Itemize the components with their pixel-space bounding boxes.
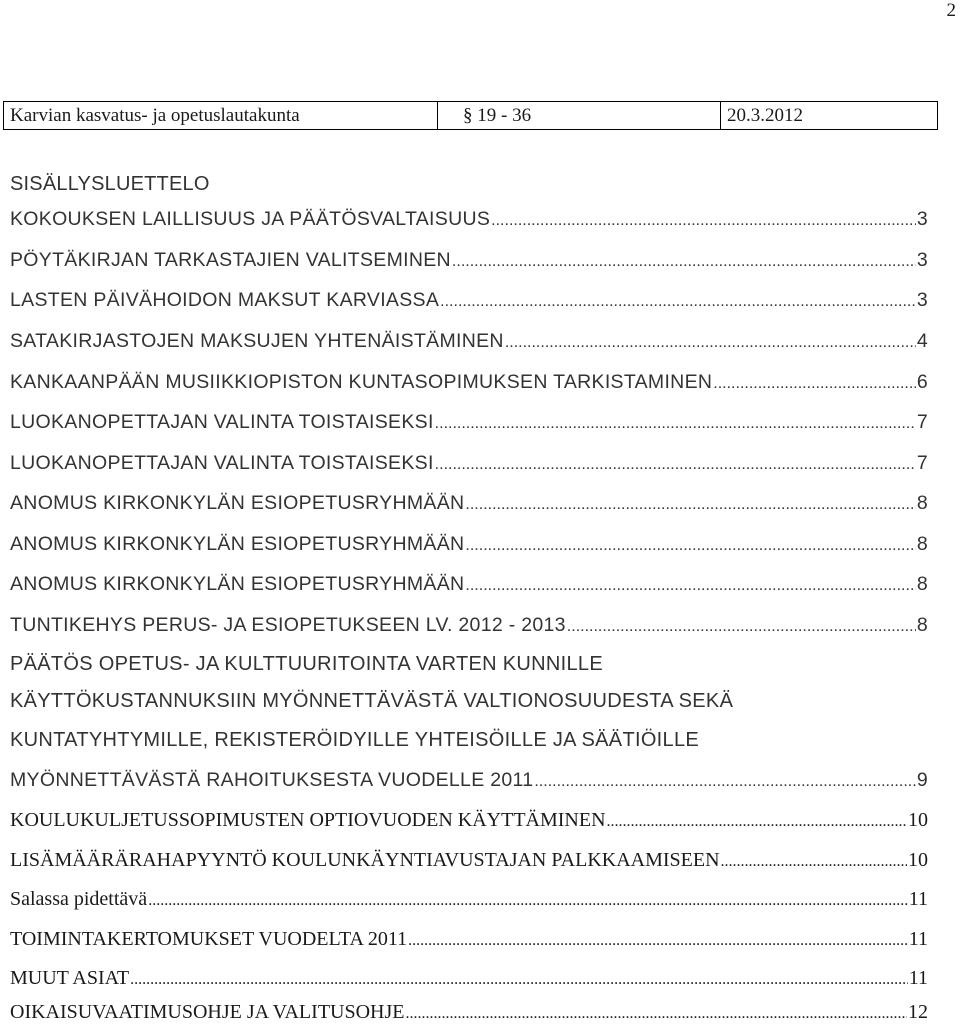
toc-leader-dots — [465, 493, 915, 517]
toc-heading: SISÄLLYSLUETTELO — [10, 173, 210, 195]
toc-entry-title: PÖYTÄKIRJAN TARKASTAJIEN VALITSEMINEN — [10, 249, 451, 271]
toc-entry-page: 7 — [916, 411, 928, 433]
toc-entry-page: 10 — [908, 809, 928, 831]
toc-entry[interactable] — [10, 572, 928, 598]
toc-leader-dots — [435, 412, 916, 436]
toc-leader-dots — [505, 331, 916, 355]
toc-entry-page: 11 — [908, 967, 928, 989]
toc-entry-title: TUNTIKEHYS PERUS- JA ESIOPETUKSEEN LV. 2012 - 2013 — [10, 614, 566, 636]
toc-entry-title: ANOMUS KIRKONKYLÄN ESIOPETUSRYHMÄÄN — [10, 573, 465, 595]
toc-entry[interactable] — [10, 1000, 928, 1026]
toc-entry[interactable] — [10, 768, 928, 794]
toc-entry[interactable] — [10, 451, 928, 477]
page-number: 2 — [946, 0, 956, 21]
toc-entry-page: 8 — [916, 614, 928, 636]
toc-entry-title: KOKOUKSEN LAILLISUUS JA PÄÄTÖSVALTAISUUS — [10, 208, 491, 230]
toc-entry[interactable] — [10, 248, 928, 274]
toc-leader-dots — [405, 1002, 907, 1026]
toc-leader-dots — [148, 889, 908, 913]
toc-leader-dots — [534, 770, 915, 794]
toc-entry-title: TOIMINTAKERTOMUKSET VUODELTA 2011 — [10, 928, 408, 950]
toc-entry[interactable] — [10, 848, 928, 874]
toc-leader-dots — [607, 810, 907, 834]
toc-leader-dots — [435, 453, 916, 477]
document-header-table — [3, 101, 938, 130]
toc-leader-dots — [491, 209, 916, 233]
toc-leader-dots — [465, 534, 915, 558]
toc-entry-page: 3 — [916, 249, 928, 271]
toc-entry[interactable] — [10, 329, 928, 355]
toc-entry-page: 8 — [916, 533, 928, 555]
toc-entry-title: LUOKANOPETTAJAN VALINTA TOISTAISEKSI — [10, 452, 434, 474]
toc-entry-page: 4 — [916, 330, 928, 352]
toc-entry-page: 10 — [908, 849, 928, 871]
toc-entry-title: MYÖNNETTÄVÄSTÄ RAHOITUKSESTA VUODELLE 2011 — [10, 769, 534, 791]
toc-multiline-entry-line: KUNTATYHTYMILLE, REKISTERÖIDYILLE YHTEISÖILLE JA SÄÄTIÖILLE — [10, 729, 700, 751]
toc-entry-title: SATAKIRJASTOJEN MAKSUJEN YHTENÄISTÄMINEN — [10, 330, 504, 352]
toc-entry-page: 8 — [916, 492, 928, 514]
toc-multiline-entry-line: KÄYTTÖKUSTANNUKSIIN MYÖNNETTÄVÄSTÄ VALTIONOSUUDESTA SEKÄ — [10, 690, 734, 712]
toc-leader-dots — [130, 968, 908, 992]
toc-entry-title: LISÄMÄÄRÄRAHAPYYNTÖ KOULUNKÄYNTIAVUSTAJAN PALKKAAMISEEN — [10, 849, 720, 871]
toc-entry-title: LASTEN PÄIVÄHOIDON MAKSUT KARVIASSA — [10, 289, 440, 311]
toc-entry[interactable] — [10, 927, 928, 953]
committee-name: Karvian kasvatus- ja opetuslautakunta — [4, 102, 438, 130]
toc-entry-page: 7 — [916, 452, 928, 474]
toc-entry-page: 11 — [908, 888, 928, 910]
toc-entry-page: 8 — [916, 573, 928, 595]
toc-leader-dots — [465, 574, 915, 598]
toc-entry-title: Salassa pidettävä — [10, 888, 148, 910]
toc-entry-page: 9 — [916, 769, 928, 791]
toc-leader-dots — [440, 290, 916, 314]
meeting-date: 20.3.2012 — [721, 102, 938, 130]
toc-entry[interactable] — [10, 410, 928, 436]
toc-entry-title: LUOKANOPETTAJAN VALINTA TOISTAISEKSI — [10, 411, 434, 433]
toc-entry[interactable] — [10, 532, 928, 558]
toc-entry-title: KOULUKULJETUSSOPIMUSTEN OPTIOVUODEN KÄYTTÄMINEN — [10, 809, 606, 831]
toc-leader-dots — [567, 615, 916, 639]
toc-multiline-entry-line: PÄÄTÖS OPETUS- JA KULTTUURITOINTA VARTEN KUNNILLE — [10, 653, 603, 675]
toc-entry-title: ANOMUS KIRKONKYLÄN ESIOPETUSRYHMÄÄN — [10, 492, 465, 514]
toc-entry-page: 3 — [916, 208, 928, 230]
toc-entry-title: KANKAANPÄÄN MUSIIKKIOPISTON KUNTASOPIMUKSEN TARKISTAMINEN — [10, 371, 713, 393]
section-reference: § 19 - 36 — [438, 102, 721, 130]
toc-entry-page: 3 — [916, 289, 928, 311]
toc-entry[interactable] — [10, 288, 928, 314]
toc-entry[interactable] — [10, 491, 928, 517]
toc-entry-page: 11 — [908, 928, 928, 950]
toc-entry-title: ANOMUS KIRKONKYLÄN ESIOPETUSRYHMÄÄN — [10, 533, 465, 555]
toc-leader-dots — [713, 372, 916, 396]
toc-entry[interactable] — [10, 613, 928, 639]
toc-leader-dots — [721, 850, 907, 874]
toc-entry-page: 6 — [916, 371, 928, 393]
toc-entry[interactable] — [10, 370, 928, 396]
toc-entry-page: 12 — [908, 1001, 928, 1023]
toc-leader-dots — [408, 929, 908, 953]
toc-entry[interactable] — [10, 966, 928, 992]
toc-entry[interactable] — [10, 887, 928, 913]
toc-entry-title: MUUT ASIAT — [10, 967, 130, 989]
toc-entry[interactable] — [10, 808, 928, 834]
toc-leader-dots — [452, 250, 916, 274]
toc-entry-title: OIKAISUVAATIMUSOHJE JA VALITUSOHJE — [10, 1001, 405, 1023]
toc-entry[interactable] — [10, 207, 928, 233]
